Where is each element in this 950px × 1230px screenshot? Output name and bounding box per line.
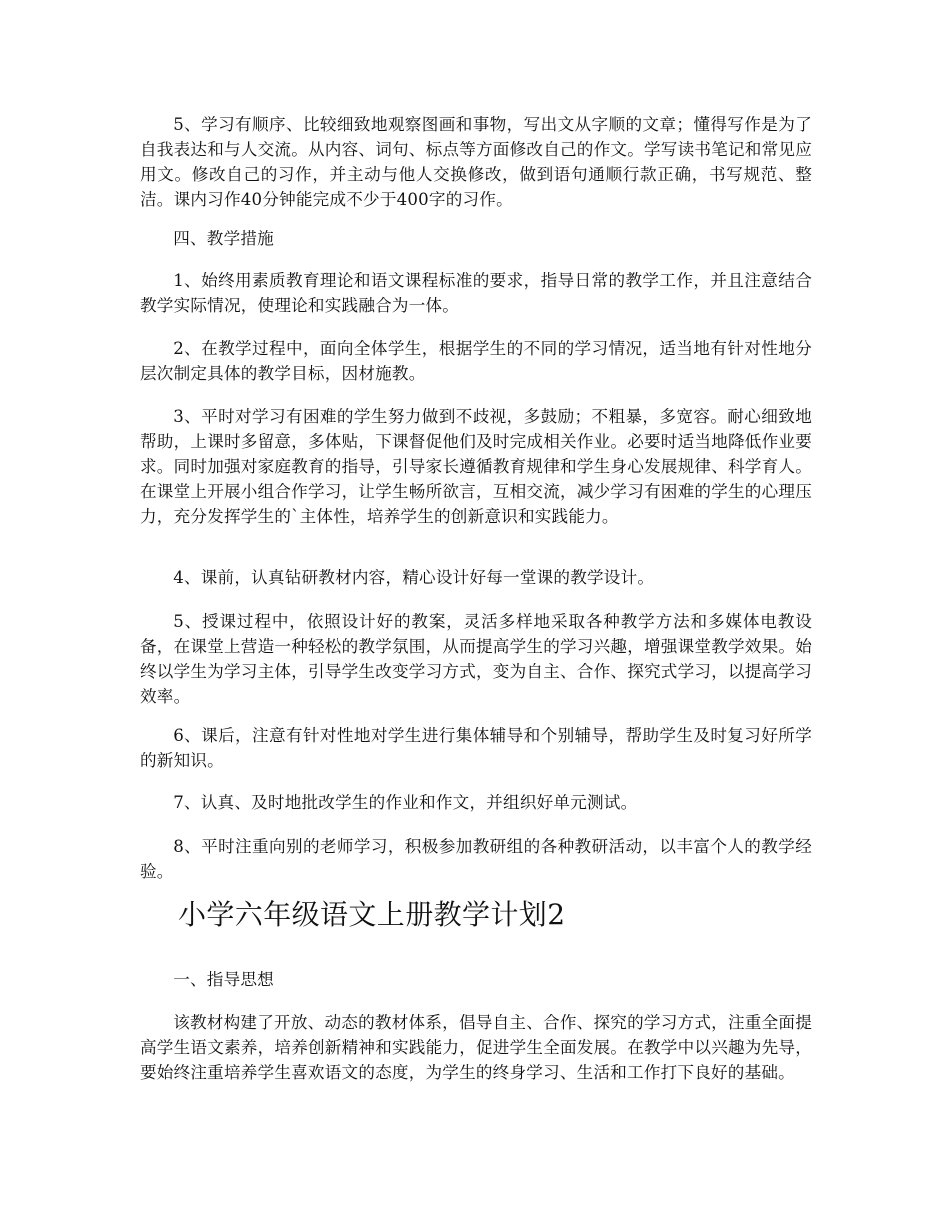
section-heading-guiding-thought: 一、指导思想: [173, 970, 274, 989]
paragraph-measure-3: 3、平时对学习有困难的学生努力做到不歧视，多鼓励；不粗暴，多宽容。耐心细致地帮助，上课时多留意，多体贴，下课督促他们及时完成相关作业。必要时适当地降低作业要求。同时加强对家庭教育的指导，引导家长遵循教育规律和学生身心发展规律、科学育人。在课堂上开展小组合作学习，让学生畅所欲言，互相交流，减少学习有困难的学生的心理压力，充分发挥学生的`主体性，培养学生的创新意识和实践能力。: [140, 407, 812, 526]
paragraph-measure-4: 4、课前，认真钻研教材内容，精心设计好每一堂课的教学设计。: [173, 568, 655, 587]
paragraph-measure-2: 2、在教学过程中，面向全体学生，根据学生的不同的学习情况，适当地有针对性地分层次制定具体的教学目标，因材施教。: [140, 339, 812, 383]
paragraph-measure-6: 6、课后，注意有针对性地对学生进行集体辅导和个别辅导，帮助学生及时复习好所学的新知识。: [140, 726, 812, 770]
paragraph-measure-1: 1、始终用素质教育理论和语文课程标准的要求，指导日常的教学工作，并且注意结合教学实际情况，使理论和实践融合为一体。: [140, 271, 812, 315]
paragraph-measure-8: 8、平时注重向别的老师学习，积极参加教研组的各种教研活动，以丰富个人的教学经验。: [140, 837, 812, 881]
paragraph-measure-7: 7、认真、及时地批改学生的作业和作文，并组织好单元测试。: [173, 793, 638, 812]
paragraph-guiding-thought: 该教材构建了开放、动态的教材体系，倡导自主、合作、探究的学习方式，注重全面提高学生语文素养，培养创新精神和实践能力，促进学生全面发展。在教学中以兴趣为先导，要始终注重培养学生喜欢语文的态度，为学生的终身学习、生活和工作打下良好的基础。: [140, 1013, 812, 1082]
paragraph-writing-goal: 5、学习有顺序、比较细致地观察图画和事物，写出文从字顺的文章；懂得写作是为了自我表达和与人交流。从内容、词句、标点等方面修改自己的作文。学写读书笔记和常见应用文。修改自己的习作，并主动与他人交换修改，做到语句通顺行款正确，书写规范、整洁。课内习作40分钟能完成不少于400字的习作。: [140, 115, 812, 209]
paragraph-measure-5: 5、授课过程中，依照设计好的教案，灵活多样地采取各种教学方法和多媒体电教设备，在课堂上营造一种轻松的教学氛围，从而提高学生的学习兴趣，增强课堂教学效果。始终以学生为学习主体，引导学生改变学习方式，变为自主、合作、探究式学习，以提高学习效率。: [140, 612, 812, 706]
section-heading-teaching-measures: 四、教学措施: [173, 229, 274, 248]
section-title: 小学六年级语文上册教学计划2: [178, 898, 566, 931]
